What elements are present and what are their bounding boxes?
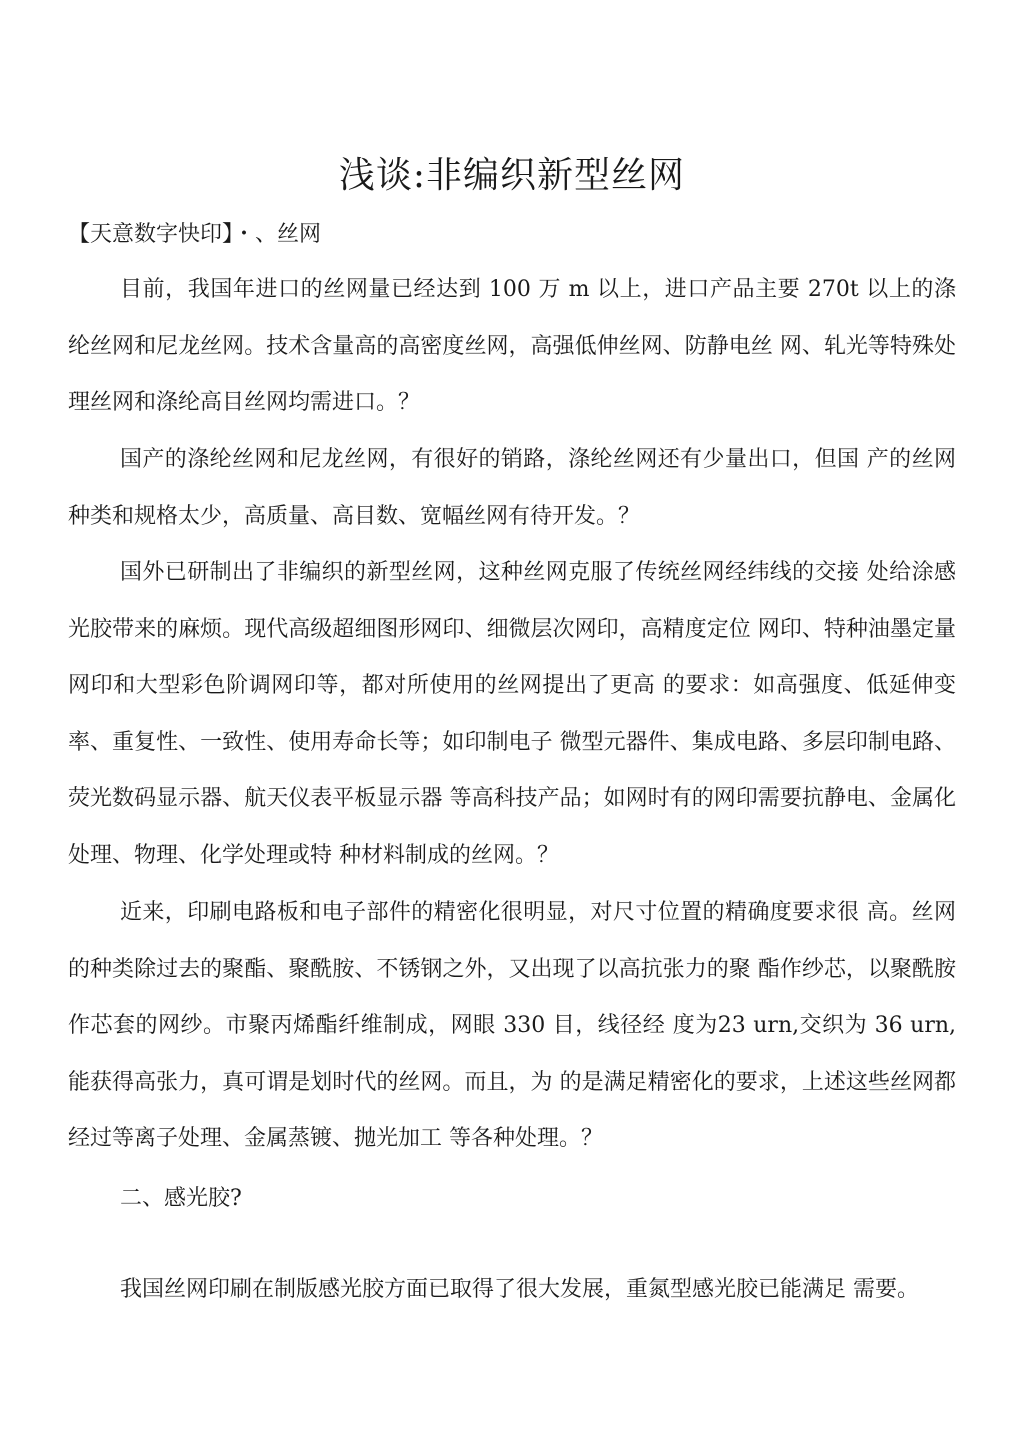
page-title: 浅谈:非编织新型丝网 [338,155,686,196]
section-heading-photoresist: 二、感光胶? [120,1186,242,1211]
paragraph-3: 国外已研制出了非编织的新型丝网，这种丝网克服了传统丝网经纬线的交接 处给涂感光胶带来的麻烦。现代高级超细图形网印、细微层次网印，高精度定位 网印、特种油墨定量网印和大型彩色阶调网印等，都对所使用的丝网提出了更高 的要求：如高强度、低延伸变率、重复性、一致性、使用寿命长等；如印制电子 微型元器件、集成电路、多层印制电路、荧光数码显示器、航天仪表平板显示器 等高科技产品；如网时有的网印需要抗静电、金属化处理、物理、化学处理或特 种材料制成的丝网。？ [68,560,956,868]
paragraph-1: 目前，我国年进口的丝网量已经达到 100 万 m 以上，进口产品主要 270t 以上的涤纶丝网和尼龙丝网。技术含量高的高密度丝网，高强低伸丝网、防静电丝 网、轧光等特殊处理丝网和涤纶高目丝网均需进口。？ [68,277,956,415]
paragraph-4: 近来，印刷电路板和电子部件的精密化很明显，对尺寸位置的精确度要求很 高。丝网的种类除过去的聚酯、聚酰胺、不锈钢之外，又出现了以高抗张力的聚 酯作纱芯，以聚酰胺作芯套的网纱。市聚丙烯酯纤维制成，网眼 330 目，线径经 度为23 urn,交织为 36 urn,能获得高张力，真可谓是划时代的丝网。而且，为 的是满足精密化的要求，上述这些丝网都经过等离子处理、金属蒸镀、抛光加工 等各种处理。？ [68,900,956,1151]
paragraph-5: 我国丝网印刷在制版感光胶方面已取得了很大发展，重氮型感光胶已能满足 需要。 [120,1277,919,1302]
paragraph-2: 国产的涤纶丝网和尼龙丝网，有很好的销路，涤纶丝网还有少量出口，但国 产的丝网种类和规格太少，高质量、高目数、宽幅丝网有待开发。？ [68,447,956,529]
source-line: 【天意数字快印】・、丝网 [68,222,322,247]
